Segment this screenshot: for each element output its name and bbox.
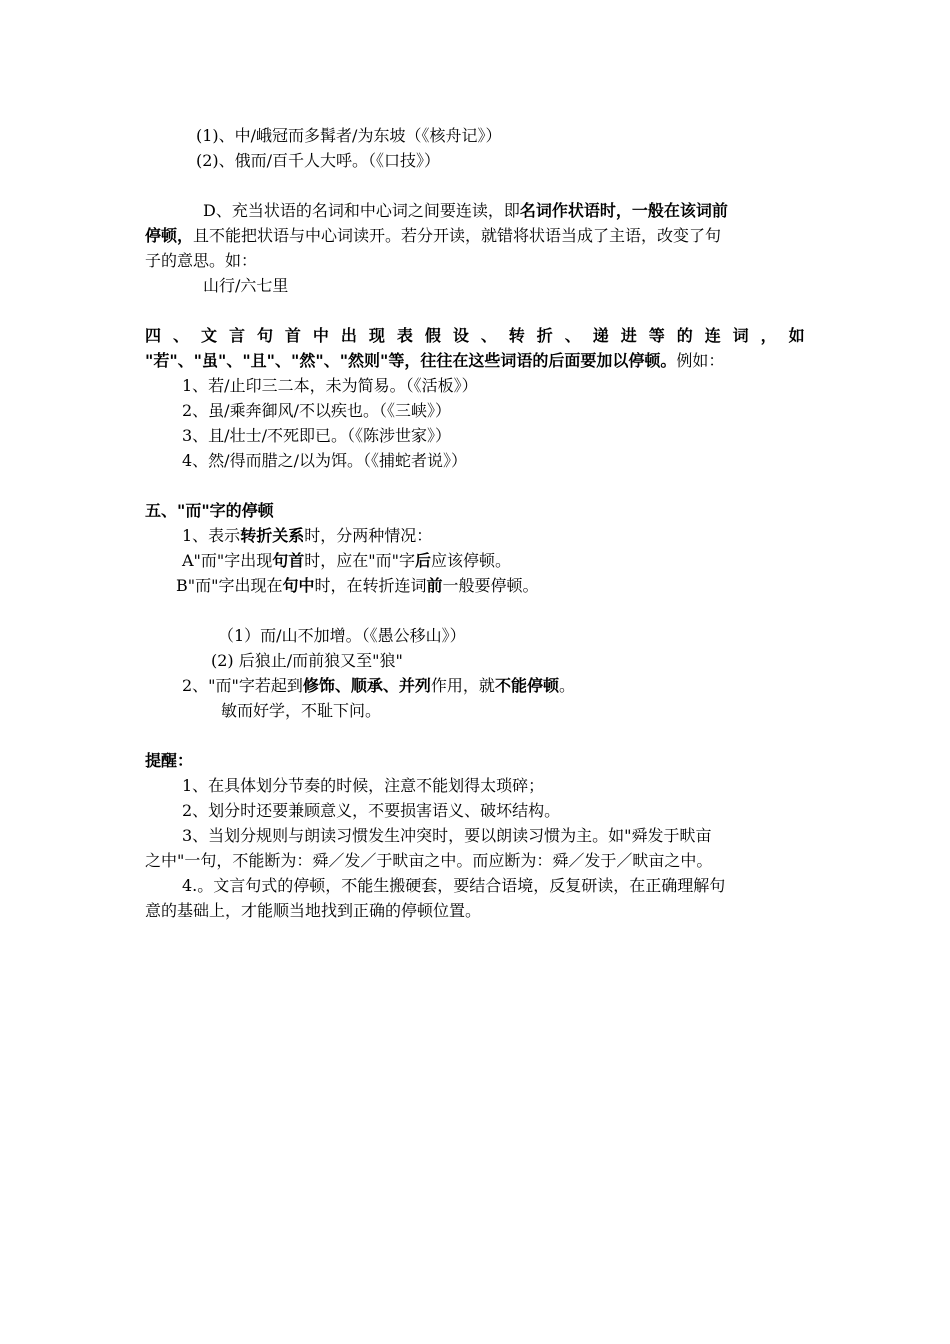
heading-char: 表 xyxy=(396,326,413,345)
heading-char: 词 xyxy=(732,326,749,345)
heading-char: 出 xyxy=(340,326,357,345)
section-5-example-2: (2) 后狼止/而前狼又至"狼" xyxy=(211,651,403,670)
d-text: D、充当状语的名词和中心词之间要连读，即 xyxy=(203,201,520,220)
text: 2、"而"字若起到 xyxy=(182,676,303,695)
heading-char: 、 xyxy=(564,326,581,345)
heading-char: 等 xyxy=(648,326,665,345)
d-text: 且不能把状语与中心词读开。若分开读，就错将状语当成了主语，改变了句 xyxy=(193,226,722,245)
heading-char: 进 xyxy=(620,326,637,345)
section-4-item: 2、虽/乘奔御风/不以疾也。（《三峡》） xyxy=(182,401,451,420)
text: 时，分两种情况： xyxy=(304,526,433,545)
text: 时，在转折连词 xyxy=(314,576,427,595)
reminder-item-3-line-2: 之中"一句，不能断为：舜／发／于畎亩之中。而应断为：舜／发于／畎亩之中。 xyxy=(145,851,713,870)
section-5-heading: 五、"而"字的停顿 xyxy=(145,501,274,520)
heading-char: 、 xyxy=(172,326,189,345)
section-4-line-2 xyxy=(145,349,724,373)
heading-char: 递 xyxy=(592,326,609,345)
section-5-example-1: （1）而/山不加增。（《愚公移山》） xyxy=(218,626,466,645)
heading-char: 折 xyxy=(536,326,553,345)
text: 时，应在"而"字 xyxy=(304,551,416,570)
text: A"而"字出现 xyxy=(182,551,273,570)
heading-char: 连 xyxy=(704,326,721,345)
heading-char: 中 xyxy=(312,326,329,345)
text: 1、表示 xyxy=(182,526,241,545)
d-example: 山行/六七里 xyxy=(203,276,289,295)
d-para-line-2 xyxy=(145,224,721,248)
heading-char: 转 xyxy=(508,326,525,345)
bold-text: 转折关系 xyxy=(240,526,305,545)
reminder-item-4-line-1: 4.。文言句式的停顿，不能生搬硬套，要结合语境，反复研读，在正确理解句 xyxy=(182,876,726,895)
d-bold-text: 名词作状语时，一般在该词前 xyxy=(519,201,728,220)
section-5-case-a xyxy=(182,549,511,573)
heading-char: 、 xyxy=(480,326,497,345)
heading-char: 句 xyxy=(256,326,273,345)
text: 应该停顿。 xyxy=(431,551,512,570)
heading-char: 四 xyxy=(145,326,162,345)
text: 。 xyxy=(558,676,575,695)
d-para-line-1 xyxy=(203,199,728,223)
d-para-line-3: 子的意思。如： xyxy=(145,251,258,270)
c-example-1: (1)、中/峨冠而多髯者/为东坡（《核舟记》） xyxy=(196,126,502,145)
section-5-case-b xyxy=(176,574,539,598)
section-5-line-2 xyxy=(182,674,575,698)
text: 作用，就 xyxy=(430,676,495,695)
heading-char: 文 xyxy=(200,326,217,345)
section-4-item: 3、且/壮士/不死即已。（《陈涉世家》） xyxy=(182,426,451,445)
section-4-heading xyxy=(145,324,805,348)
heading-char: 现 xyxy=(368,326,385,345)
text: 一般要停顿。 xyxy=(442,576,539,595)
section-5-line-1 xyxy=(182,524,432,548)
heading-char: 如 xyxy=(788,326,805,345)
bold-text: 修饰、顺承、并列 xyxy=(302,676,431,695)
reminder-heading: 提醒： xyxy=(145,751,194,770)
reminder-item-2: 2、划分时还要兼顾意义，不要损害语义、破坏结构。 xyxy=(182,801,561,820)
section-4-item: 4、然/得而腊之/以为饵。（《捕蛇者说》） xyxy=(182,451,467,470)
heading-char: 首 xyxy=(284,326,301,345)
bold-text: 后 xyxy=(415,551,432,570)
heading-char: ， xyxy=(760,326,777,345)
bold-text: 句中 xyxy=(282,576,315,595)
bold-text: 前 xyxy=(426,576,443,595)
text: B"而"字出现在 xyxy=(176,576,283,595)
heading-char: 的 xyxy=(676,326,693,345)
bold-text: 不能停顿 xyxy=(494,676,559,695)
reminder-item-3-line-1: 3、当划分规则与朗读习惯发生冲突时，要以朗读习惯为主。如"舜发于畎亩 xyxy=(182,826,712,845)
heading-char: 言 xyxy=(228,326,245,345)
section-5-example-3: 敏而好学，不耻下问。 xyxy=(221,701,382,720)
reminder-item-1: 1、在具体划分节奏的时候，注意不能划得太琐碎； xyxy=(182,776,545,795)
reminder-item-4-line-2: 意的基础上，才能顺当地找到正确的停顿位置。 xyxy=(145,901,482,920)
section-4-bold-text: "若"、"虽"、"且"、"然"、"然则"等，往往在这些词语的后面要加以停顿。 xyxy=(145,351,677,370)
section-4-tail-text: 例如： xyxy=(676,351,725,370)
bold-text: 句首 xyxy=(272,551,305,570)
d-bold-text: 停顿， xyxy=(145,226,194,245)
heading-char: 假 xyxy=(424,326,441,345)
heading-char: 设 xyxy=(452,326,469,345)
section-4-item: 1、若/止印三二本，未为简易。（《活板》） xyxy=(182,376,478,395)
c-example-2: (2)、俄而/百千人大呼。（《口技》） xyxy=(196,151,441,170)
